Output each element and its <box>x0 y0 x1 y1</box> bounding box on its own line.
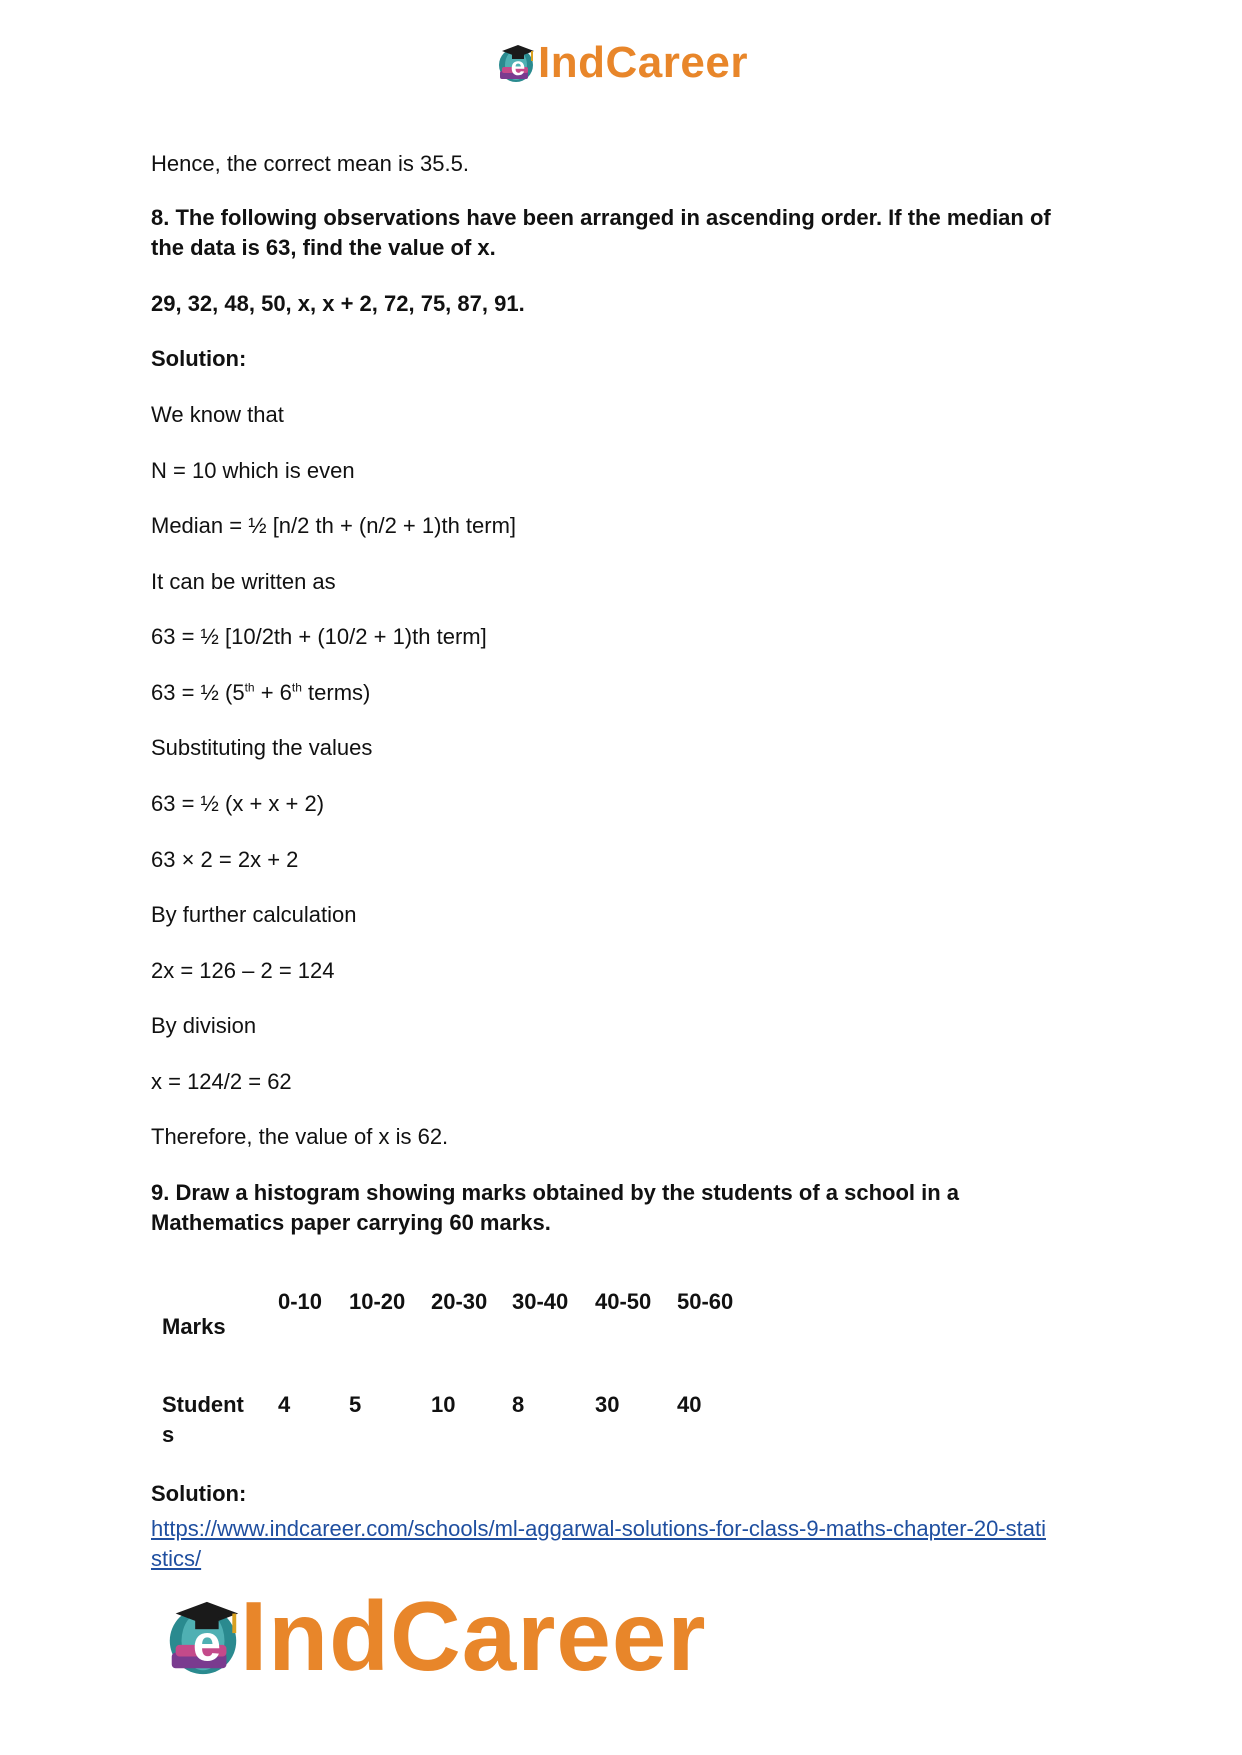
question-8-data: 29, 32, 48, 50, x, x + 2, 72, 75, 87, 91. <box>151 291 525 316</box>
question-9-line-1: 9. Draw a histogram showing marks obtained by the students of a school in a <box>151 1180 960 1205</box>
header-logo <box>0 38 1242 88</box>
step-6-part-a: 63 = ½ (5 <box>151 680 245 705</box>
table-row-label-students-wrap: s <box>162 1422 175 1447</box>
step-4: It can be written as <box>151 569 336 594</box>
table-cell-students-3: 10 <box>431 1392 456 1417</box>
table-cell-students-1: 4 <box>278 1392 291 1417</box>
step-6 <box>151 678 370 708</box>
table-header-range-4: 30-40 <box>512 1289 569 1314</box>
question-8-line-2: the data is 63, find the value of x. <box>151 235 496 260</box>
question-9-line-2: Mathematics paper carrying 60 marks. <box>151 1210 551 1235</box>
step-6-part-b: + 6 <box>254 680 292 705</box>
graduation-cap-book-globe-icon <box>494 41 538 85</box>
solution-label-2: Solution: <box>151 1481 247 1506</box>
step-10: By further calculation <box>151 902 357 927</box>
step-13: x = 124/2 = 62 <box>151 1069 292 1094</box>
table-cell-students-2: 5 <box>349 1392 362 1417</box>
table-header-range-5: 40-50 <box>595 1289 652 1314</box>
table-header-range-3: 20-30 <box>431 1289 488 1314</box>
svg-text:e: e <box>510 51 526 81</box>
solution-label: Solution: <box>151 346 247 371</box>
svg-text:e: e <box>192 1613 222 1671</box>
table-cell-students-6: 40 <box>677 1392 702 1417</box>
solution-link-line-2[interactable]: stics/ <box>151 1546 202 1571</box>
step-5: 63 = ½ [10/2th + (10/2 + 1)th term] <box>151 624 487 649</box>
header-logo-text: IndCareer <box>538 38 748 87</box>
table-row-label-students: Student <box>162 1392 244 1417</box>
superscript-th-1: th <box>244 680 255 695</box>
question-8-line-1: 8. The following observations have been arranged in ascending order. If the median of <box>151 205 1051 230</box>
intro-text: Hence, the correct mean is 35.5. <box>151 151 469 176</box>
step-9: 63 × 2 = 2x + 2 <box>151 847 299 872</box>
step-1: We know that <box>151 402 284 427</box>
solution-link-line-1[interactable]: https://www.indcareer.com/schools/ml-aggarwal-solutions-for-class-9-maths-chapter-20-stati <box>151 1516 1046 1541</box>
step-2: N = 10 which is even <box>151 458 355 483</box>
step-7: Substituting the values <box>151 735 373 760</box>
step-14: Therefore, the value of x is 62. <box>151 1124 449 1149</box>
table-row-label-marks: Marks <box>162 1314 226 1339</box>
table-cell-students-5: 30 <box>595 1392 620 1417</box>
graduation-cap-book-globe-icon <box>160 1594 246 1680</box>
table-header-range-6: 50-60 <box>677 1289 734 1314</box>
step-12: By division <box>151 1013 257 1038</box>
table-header-range-2: 10-20 <box>349 1289 406 1314</box>
step-11: 2x = 126 – 2 = 124 <box>151 958 335 983</box>
step-6-part-c: terms) <box>301 680 371 705</box>
table-header-range-1: 0-10 <box>278 1289 323 1314</box>
step-8: 63 = ½ (x + x + 2) <box>151 791 325 816</box>
step-3: Median = ½ [n/2 th + (n/2 + 1)th term] <box>151 513 517 538</box>
footer-logo <box>160 1580 707 1693</box>
superscript-th-2: th <box>291 680 302 695</box>
footer-logo-text: IndCareer <box>240 1581 707 1691</box>
table-cell-students-4: 8 <box>512 1392 525 1417</box>
